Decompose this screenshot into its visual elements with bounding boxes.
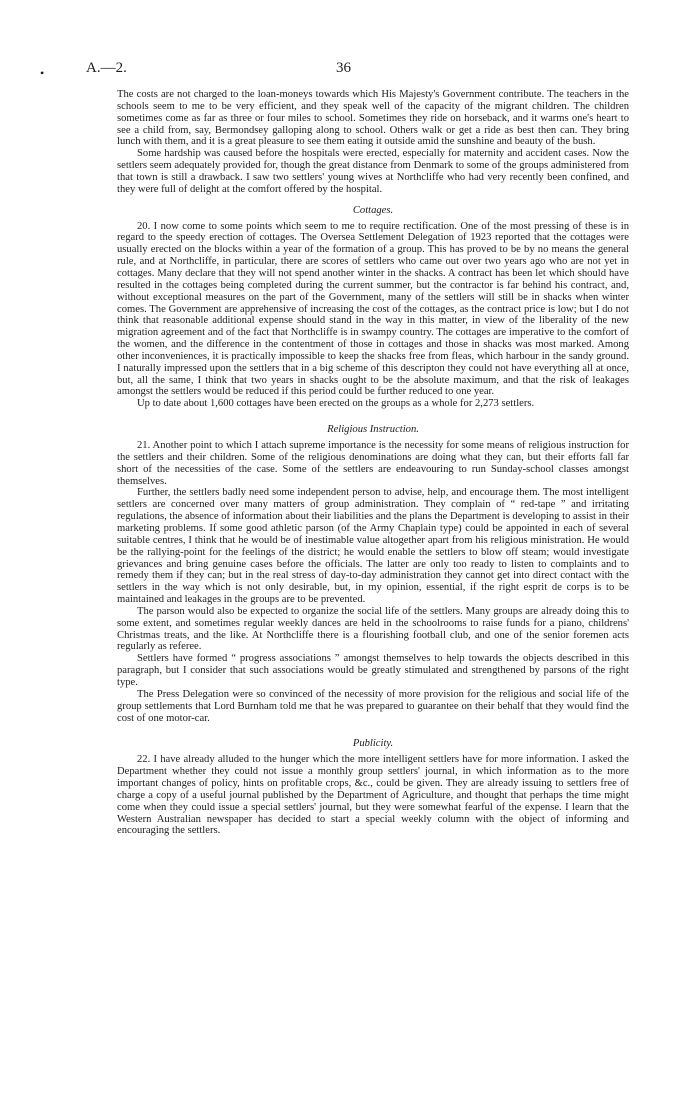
paragraph: Some hardship was caused before the hospitals were erected, especially for maternity and accident cases. Now the settlers seem adequately provided for, though the great distance from Denmark to some of the groups administered from that town is still a drawback. I saw two settlers' young wives at Northcliffe who had very recently been confined, and they were full of delight at the comfort offered by the hospital. — [117, 148, 629, 195]
paragraph: The parson would also be expected to organize the social life of the settlers. Many groups are already doing this to some extent, and sometimes regular weekly dances are held in the schoolrooms to raise funds for a piano, childrens' Christmas treats, and the like. At Northcliffe there is a flourishing football club, and one of the senior foremen acts regularly as referee. — [117, 605, 629, 653]
paragraph: Up to date about 1,600 cottages have been erected on the groups as a whole for 2,273 settlers. — [137, 398, 535, 410]
page-header — [86, 60, 614, 80]
paragraph: 21. Another point to which I attach supreme importance is the necessity for some means of religious instruction for the settlers and their children. Some of the religious denominations are doing what they can, but their efforts fall far short of the necessities of the case. Some of the settlers are endeavouring to run Sunday-school classes amongst themselves. — [117, 440, 629, 487]
section-heading: Publicity. — [352, 738, 394, 750]
section-heading: Religious Instruction. — [327, 424, 419, 436]
paragraph: Further, the settlers badly need some independent person to advise, help, and encourage them. The most intelligent settlers are concerned over many matters of group administration. They complain of “ red-tape ” and irritating regulations, the absence of information about their liabilities and the plans the Department is developing to assist in their marketing problems. If some good athletic parson (of the Army Chaplain type) could be appointed in each of several suitable centres, I think that he would be of inestimable value altogether apart from his religious ministration. He would be the rallying-point for the feelings of the district; he would enable the settlers to blow off steam; would investigate grievances and bring genuine cases before the officials. The latter are only too ready to listen to complaints and to remedy them if they can; but in the real stress of day-to-day administration they cannot get into direct contact with the settlers in the way which is not only desirable, but, in my opinion, essential, if the right esprit de corps is to be maintained and leakages in the groups are to be prevented. — [117, 487, 629, 606]
page-number: 36 — [336, 60, 351, 76]
paper-reference: A.—2. — [86, 60, 127, 76]
paragraph: 20. I now come to some points which seem to me to require rectification. One of the most pressing of these is in regard to the speedy erection of cottages. The Oversea Settlement Delegation of 1923 reported that the cottages were usually erected on the blocks within a year of the formation of a group. This has proved to be by no means the general rule, and at Northcliffe, in particular, there are scores of settlers who came out over two years ago who are not yet in cottages. Many declare that they will not spend another winter in the shacks. A contract has been let which should have resulted in the cottages being completed during the current summer, but the contractor is far behind his contract, and, without exceptional measures on the part of the Government, many of the settlers will still be in shacks when winter comes. The Government are apprehensive of increasing the cost of the cottages, as the contract price is low; but I do not think that reasonable additional expense should stand in the way in this matter, in view of the liberality of the new migration agreement and of the fact that Northcliffe is in swampy country. The cottages are imperative to the comfort of the women, and the difference in the contentment of those in cottages and those in shacks was most marked. Among other inconveniences, it is practically impossible to keep the shacks free from fleas, which harbour in the sandy ground. I naturally impressed upon the settlers that in a big scheme of this descripton they could not have everything all at once, but, all the same, I think that two years in shacks ought to be the absolute maximum, and that the risk of leakages amongst the settlers would be reduced if this period could be further reduced to one year. — [117, 220, 629, 398]
paragraph: 22. I have already alluded to the hunger which the more intelligent settlers have for more information. I asked the Department whether they could not issue a monthly group settlers' journal, in which information as to the more important changes of policy, hints on profitable crops, &c., could be given. They are already issuing to settlers free of charge a copy of a useful journal published by the Department of Agriculture, and thought that perhaps the time might come when they could issue a special settlers' journal, but they were somewhat fearful of the expense. I learn that the Western Australian newspaper has decided to start a special weekly column with the object of informing and encouraging the settlers. — [117, 754, 629, 837]
document-body — [117, 89, 629, 837]
section-heading: Cottages. — [352, 204, 394, 216]
paragraph: The costs are not charged to the loan-moneys towards which His Majesty's Government contribute. The teachers in the schools seem to me to be very efficient, and they speak well of the capacity of the migrant children. The children sometimes come as far as three or four miles to school. Sometimes they ride on horseback, and it warms one's heart to see a child from, say, Bermondsey galloping along to school. Others walk or get a ride as best then can. They bring lunch with them, and it is a great pleasure to see them eating it outside amid the sunshine and beauty of the bush. — [117, 89, 629, 148]
margin-mark: • — [40, 66, 45, 80]
paragraph: The Press Delegation were so convinced of the necessity of more provision for the religious and social life of the group settlements that Lord Burnham told me that he was prepared to guarantee on their behalf that they would find the cost of one motor-car. — [117, 688, 629, 724]
paragraph: Settlers have formed “ progress associations ” amongst themselves to help towards the objects described in this paragraph, but I consider that such associations would be greatly stimulated and strengthened by parsons of the right type. — [117, 653, 629, 688]
